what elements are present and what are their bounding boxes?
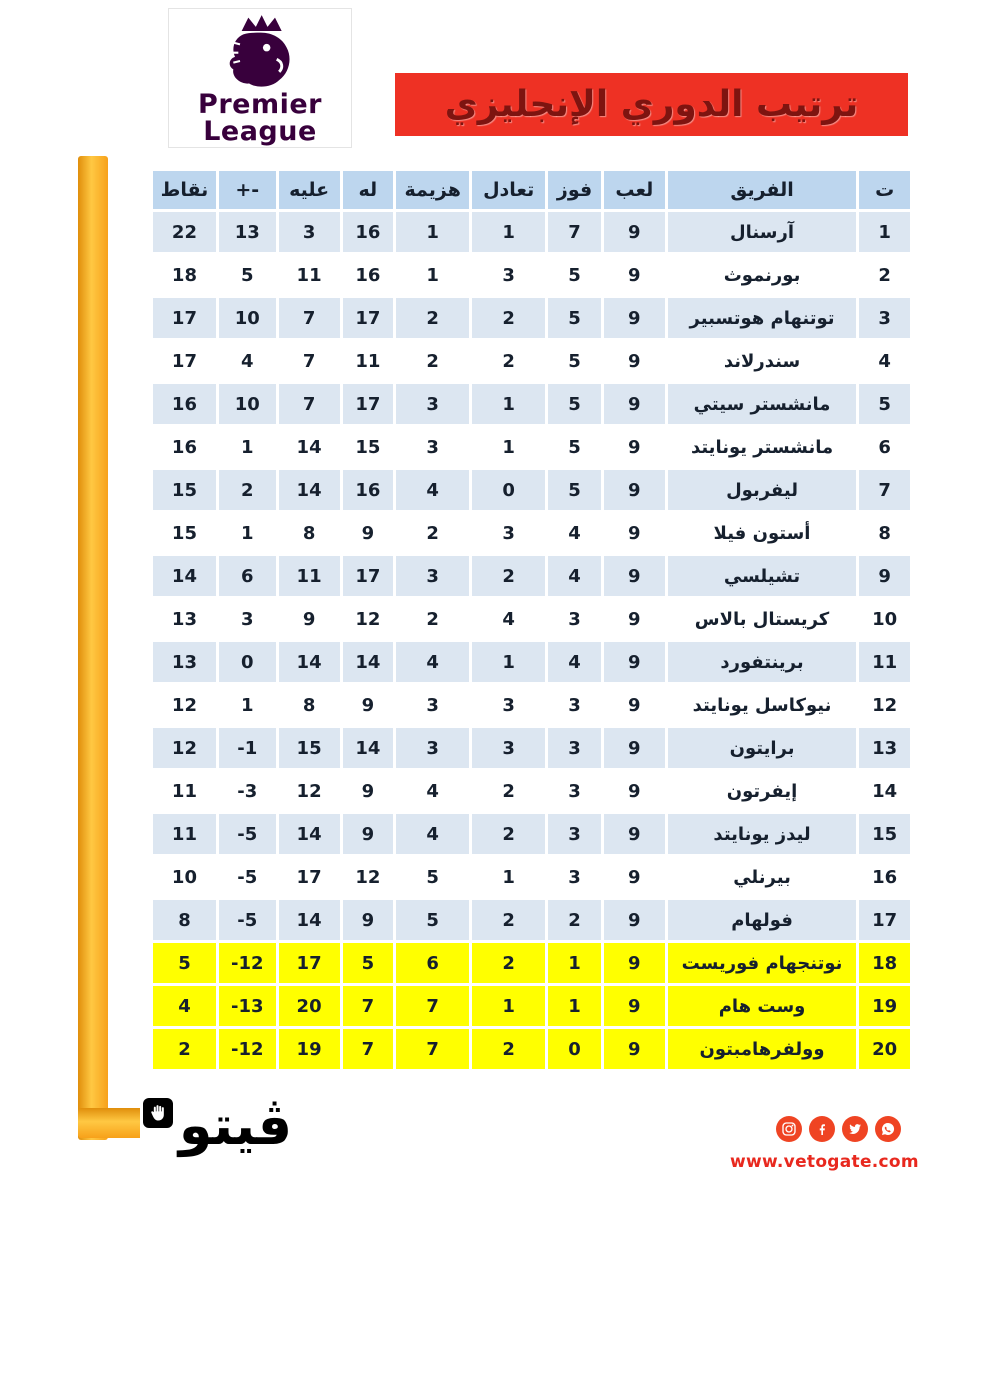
cell-played: 9: [604, 513, 665, 553]
table-row-9: [153, 556, 910, 596]
cell-played: 9: [604, 212, 665, 252]
cell-against: 7: [279, 384, 340, 424]
cell-loss: 6: [396, 943, 469, 983]
cell-against: 7: [279, 298, 340, 338]
cell-team: آرسنال: [668, 212, 857, 252]
cell-win: 5: [548, 384, 601, 424]
table-row-6: [153, 427, 910, 467]
cell-team: برايتون: [668, 728, 857, 768]
cell-rank: 6: [859, 427, 910, 467]
cell-played: 9: [604, 642, 665, 682]
cell-draw: 2: [472, 556, 545, 596]
cell-win: 5: [548, 341, 601, 381]
cell-against: 11: [279, 255, 340, 295]
cell-against: 8: [279, 513, 340, 553]
cell-win: 3: [548, 685, 601, 725]
cell-win: 0: [548, 1029, 601, 1069]
cell-played: 9: [604, 556, 665, 596]
cell-win: 4: [548, 642, 601, 682]
social-icons: [776, 1116, 901, 1142]
table-row-14: [153, 771, 910, 811]
cell-diff: 10: [219, 384, 276, 424]
cell-rank: 13: [859, 728, 910, 768]
cell-against: 14: [279, 642, 340, 682]
cell-draw: 2: [472, 900, 545, 940]
cell-diff: -3: [219, 771, 276, 811]
cell-loss: 4: [396, 470, 469, 510]
cell-points: 14: [153, 556, 216, 596]
cell-loss: 2: [396, 341, 469, 381]
cell-draw: 1: [472, 384, 545, 424]
cell-diff: 6: [219, 556, 276, 596]
cell-against: 8: [279, 685, 340, 725]
cell-against: 14: [279, 814, 340, 854]
cell-points: 22: [153, 212, 216, 252]
table-row-5: [153, 384, 910, 424]
cell-points: 16: [153, 427, 216, 467]
cell-loss: 4: [396, 642, 469, 682]
cell-team: وولفرهامبتون: [668, 1029, 857, 1069]
cell-diff: 13: [219, 212, 276, 252]
cell-for: 16: [343, 470, 394, 510]
cell-for: 15: [343, 427, 394, 467]
cell-diff: -12: [219, 1029, 276, 1069]
cell-points: 4: [153, 986, 216, 1026]
cell-for: 12: [343, 599, 394, 639]
cell-win: 4: [548, 513, 601, 553]
facebook-icon[interactable]: [809, 1116, 835, 1142]
cell-diff: -5: [219, 814, 276, 854]
cell-team: إيفرتون: [668, 771, 857, 811]
premier-league-logo: [168, 8, 352, 148]
cell-win: 5: [548, 470, 601, 510]
cell-played: 9: [604, 986, 665, 1026]
cell-win: 3: [548, 857, 601, 897]
cell-win: 3: [548, 814, 601, 854]
twitter-icon[interactable]: [842, 1116, 868, 1142]
cell-against: 7: [279, 341, 340, 381]
col-header-for: له: [343, 171, 394, 209]
cell-draw: 2: [472, 814, 545, 854]
cell-team: نيوكاسل يونايتد: [668, 685, 857, 725]
cell-rank: 2: [859, 255, 910, 295]
cell-loss: 3: [396, 556, 469, 596]
cell-team: بورنموث: [668, 255, 857, 295]
col-header-draw: تعادل: [472, 171, 545, 209]
cell-played: 9: [604, 470, 665, 510]
cell-played: 9: [604, 384, 665, 424]
table-row-4: [153, 341, 910, 381]
table-row-12: [153, 685, 910, 725]
standings-table: [150, 168, 913, 1072]
cell-loss: 4: [396, 771, 469, 811]
cell-rank: 9: [859, 556, 910, 596]
cell-loss: 1: [396, 212, 469, 252]
cell-team: سندرلاند: [668, 341, 857, 381]
cell-points: 13: [153, 599, 216, 639]
instagram-icon[interactable]: [776, 1116, 802, 1142]
table-row-19: [153, 986, 910, 1026]
cell-against: 17: [279, 943, 340, 983]
cell-for: 16: [343, 212, 394, 252]
cell-for: 14: [343, 642, 394, 682]
col-header-diff: +-: [219, 171, 276, 209]
cell-loss: 7: [396, 1029, 469, 1069]
cell-against: 14: [279, 900, 340, 940]
cell-diff: -5: [219, 900, 276, 940]
cell-draw: 2: [472, 771, 545, 811]
cell-for: 9: [343, 814, 394, 854]
cell-played: 9: [604, 857, 665, 897]
cell-rank: 15: [859, 814, 910, 854]
cell-diff: 4: [219, 341, 276, 381]
cell-rank: 10: [859, 599, 910, 639]
col-header-points: نقاط: [153, 171, 216, 209]
cell-for: 17: [343, 298, 394, 338]
cell-points: 15: [153, 513, 216, 553]
cell-rank: 17: [859, 900, 910, 940]
cell-draw: 2: [472, 341, 545, 381]
cell-rank: 7: [859, 470, 910, 510]
website-link[interactable]: www.vetogate.com: [730, 1152, 919, 1172]
cell-win: 3: [548, 599, 601, 639]
cell-loss: 3: [396, 685, 469, 725]
cell-for: 5: [343, 943, 394, 983]
cell-loss: 4: [396, 814, 469, 854]
cell-team: وست هام: [668, 986, 857, 1026]
veto-logo: [140, 1080, 295, 1172]
col-header-played: لعب: [604, 171, 665, 209]
cell-draw: 3: [472, 513, 545, 553]
cell-diff: 2: [219, 470, 276, 510]
cell-diff: -5: [219, 857, 276, 897]
cell-win: 1: [548, 986, 601, 1026]
cell-for: 9: [343, 513, 394, 553]
cell-team: برينتفورد: [668, 642, 857, 682]
table-row-16: [153, 857, 910, 897]
cell-points: 11: [153, 814, 216, 854]
accent-bar-vertical: [78, 156, 108, 1140]
cell-diff: -1: [219, 728, 276, 768]
cell-win: 3: [548, 728, 601, 768]
cell-rank: 1: [859, 212, 910, 252]
cell-rank: 12: [859, 685, 910, 725]
cell-loss: 1: [396, 255, 469, 295]
table-row-1: [153, 212, 910, 252]
logo-text-line1: Premier: [198, 89, 322, 120]
cell-points: 17: [153, 298, 216, 338]
cell-team: مانشستر سيتي: [668, 384, 857, 424]
col-header-rank: ت: [859, 171, 910, 209]
cell-diff: -13: [219, 986, 276, 1026]
table-row-10: [153, 599, 910, 639]
cell-played: 9: [604, 685, 665, 725]
cell-for: 17: [343, 556, 394, 596]
cell-loss: 5: [396, 900, 469, 940]
cell-draw: 3: [472, 685, 545, 725]
cell-played: 9: [604, 427, 665, 467]
col-header-team: الفريق: [668, 171, 857, 209]
cell-win: 3: [548, 771, 601, 811]
cell-win: 4: [548, 556, 601, 596]
whatsapp-icon[interactable]: [875, 1116, 901, 1142]
cell-rank: 20: [859, 1029, 910, 1069]
cell-draw: 1: [472, 986, 545, 1026]
cell-points: 16: [153, 384, 216, 424]
cell-rank: 3: [859, 298, 910, 338]
cell-rank: 8: [859, 513, 910, 553]
cell-draw: 3: [472, 255, 545, 295]
table-row-7: [153, 470, 910, 510]
cell-win: 5: [548, 255, 601, 295]
cell-team: أستون فيلا: [668, 513, 857, 553]
cell-played: 9: [604, 298, 665, 338]
cell-rank: 5: [859, 384, 910, 424]
table-row-20: [153, 1029, 910, 1069]
cell-for: 9: [343, 900, 394, 940]
col-header-win: فوز: [548, 171, 601, 209]
cell-team: مانشستر يونايتد: [668, 427, 857, 467]
cell-played: 9: [604, 771, 665, 811]
cell-diff: 1: [219, 513, 276, 553]
table-row-17: [153, 900, 910, 940]
cell-against: 19: [279, 1029, 340, 1069]
cell-points: 8: [153, 900, 216, 940]
title-banner: [395, 73, 908, 136]
cell-win: 1: [548, 943, 601, 983]
cell-team: توتنهام هوتسبير: [668, 298, 857, 338]
cell-loss: 3: [396, 728, 469, 768]
veto-hand-icon: [143, 1098, 173, 1128]
cell-team: ليفربول: [668, 470, 857, 510]
cell-draw: 2: [472, 298, 545, 338]
table-row-13: [153, 728, 910, 768]
cell-team: كريستال بالاس: [668, 599, 857, 639]
cell-played: 9: [604, 1029, 665, 1069]
page-title: ترتيب الدوري الإنجليزي: [444, 84, 859, 125]
cell-diff: 1: [219, 685, 276, 725]
cell-loss: 5: [396, 857, 469, 897]
table-row-3: [153, 298, 910, 338]
cell-draw: 2: [472, 1029, 545, 1069]
cell-team: تشيلسي: [668, 556, 857, 596]
cell-team: ليدز يونايتد: [668, 814, 857, 854]
cell-draw: 1: [472, 212, 545, 252]
cell-team: بيرنلي: [668, 857, 857, 897]
cell-played: 9: [604, 943, 665, 983]
cell-draw: 1: [472, 427, 545, 467]
cell-for: 9: [343, 771, 394, 811]
cell-for: 7: [343, 986, 394, 1026]
cell-played: 9: [604, 728, 665, 768]
cell-against: 15: [279, 728, 340, 768]
cell-against: 17: [279, 857, 340, 897]
cell-played: 9: [604, 255, 665, 295]
cell-against: 14: [279, 427, 340, 467]
cell-rank: 14: [859, 771, 910, 811]
cell-draw: 2: [472, 943, 545, 983]
cell-against: 3: [279, 212, 340, 252]
cell-loss: 3: [396, 427, 469, 467]
cell-for: 11: [343, 341, 394, 381]
cell-diff: 1: [219, 427, 276, 467]
table-row-2: [153, 255, 910, 295]
logo-text-line2: League: [203, 116, 317, 147]
cell-win: 5: [548, 427, 601, 467]
veto-brand-text: ڤيتو: [178, 1094, 293, 1157]
cell-draw: 1: [472, 857, 545, 897]
table-row-15: [153, 814, 910, 854]
cell-against: 9: [279, 599, 340, 639]
cell-diff: -12: [219, 943, 276, 983]
cell-draw: 1: [472, 642, 545, 682]
cell-loss: 3: [396, 384, 469, 424]
cell-points: 12: [153, 728, 216, 768]
standings-table-body: [153, 212, 910, 1069]
cell-rank: 11: [859, 642, 910, 682]
cell-loss: 7: [396, 986, 469, 1026]
cell-points: 10: [153, 857, 216, 897]
cell-win: 2: [548, 900, 601, 940]
cell-rank: 19: [859, 986, 910, 1026]
cell-for: 17: [343, 384, 394, 424]
cell-points: 13: [153, 642, 216, 682]
cell-played: 9: [604, 599, 665, 639]
premier-league-crest-icon: [205, 11, 315, 91]
cell-win: 7: [548, 212, 601, 252]
cell-points: 11: [153, 771, 216, 811]
cell-points: 17: [153, 341, 216, 381]
cell-loss: 2: [396, 513, 469, 553]
cell-played: 9: [604, 341, 665, 381]
cell-rank: 16: [859, 857, 910, 897]
cell-for: 14: [343, 728, 394, 768]
cell-rank: 18: [859, 943, 910, 983]
cell-points: 18: [153, 255, 216, 295]
cell-diff: 5: [219, 255, 276, 295]
cell-for: 12: [343, 857, 394, 897]
cell-loss: 2: [396, 298, 469, 338]
table-row-8: [153, 513, 910, 553]
cell-against: 11: [279, 556, 340, 596]
cell-for: 7: [343, 1029, 394, 1069]
cell-against: 20: [279, 986, 340, 1026]
cell-against: 14: [279, 470, 340, 510]
cell-rank: 4: [859, 341, 910, 381]
cell-team: فولهام: [668, 900, 857, 940]
cell-diff: 3: [219, 599, 276, 639]
table-row-18: [153, 943, 910, 983]
cell-loss: 2: [396, 599, 469, 639]
cell-points: 2: [153, 1029, 216, 1069]
cell-for: 16: [343, 255, 394, 295]
cell-played: 9: [604, 900, 665, 940]
cell-against: 12: [279, 771, 340, 811]
cell-diff: 0: [219, 642, 276, 682]
col-header-against: عليه: [279, 171, 340, 209]
cell-for: 9: [343, 685, 394, 725]
table-row-11: [153, 642, 910, 682]
cell-points: 15: [153, 470, 216, 510]
header-row: [153, 171, 910, 209]
cell-points: 5: [153, 943, 216, 983]
cell-diff: 10: [219, 298, 276, 338]
cell-draw: 4: [472, 599, 545, 639]
cell-draw: 0: [472, 470, 545, 510]
cell-team: نوتنجهام فوريست: [668, 943, 857, 983]
cell-played: 9: [604, 814, 665, 854]
cell-win: 5: [548, 298, 601, 338]
cell-draw: 3: [472, 728, 545, 768]
cell-points: 12: [153, 685, 216, 725]
col-header-loss: هزيمة: [396, 171, 469, 209]
